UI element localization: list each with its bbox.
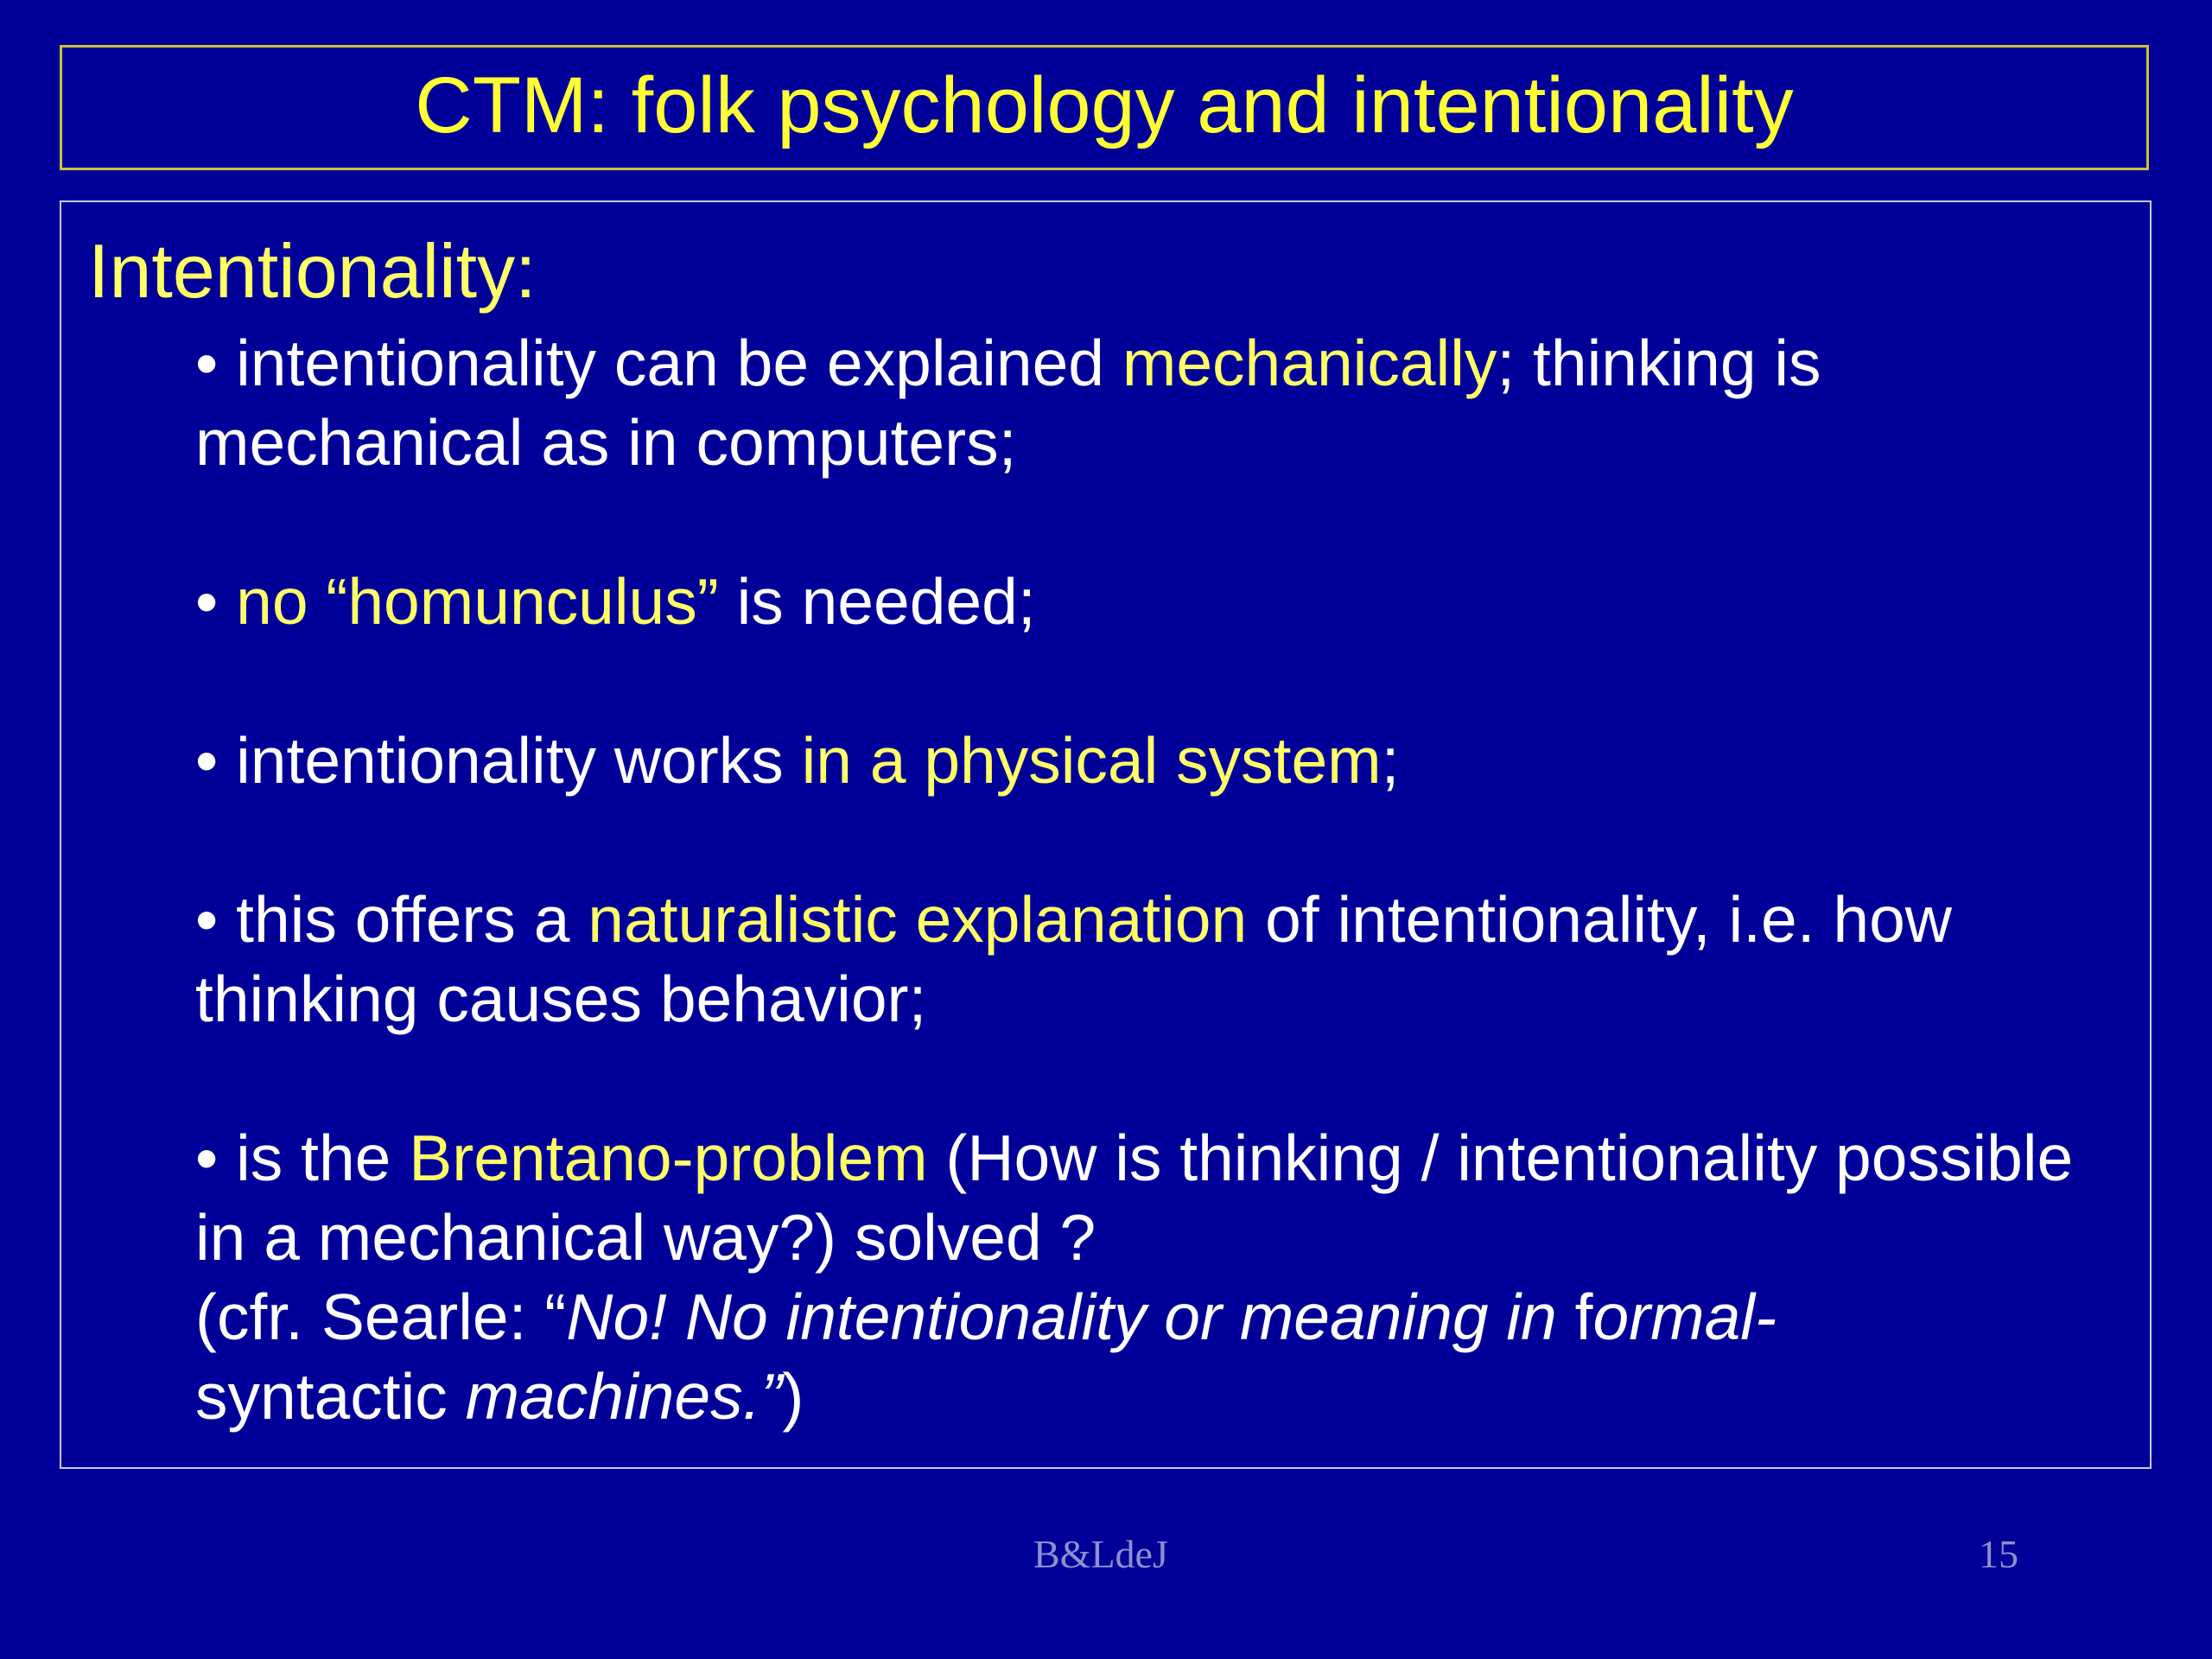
bullet-marker: • — [195, 1122, 237, 1194]
bullet-text: (How is thinking / intentionality possible in a mechanical way?) solved ? — [195, 1122, 2074, 1274]
bullet-item-naturalistic — [195, 880, 2131, 1039]
bullet-text: is needed; — [718, 565, 1036, 638]
bullet-item-mechanical — [195, 323, 2131, 482]
bullet-marker: • — [195, 565, 237, 638]
quote-italic: machines.” — [465, 1360, 783, 1433]
bullet-text: this offers a — [236, 883, 588, 956]
bullet-item-brentano — [195, 1118, 2131, 1436]
bullet-marker: • — [195, 883, 237, 956]
highlight-text: no “homunculus” — [236, 565, 719, 638]
section-heading: Intentionality: — [88, 228, 537, 314]
page-number: 15 — [1979, 1532, 2018, 1576]
highlight-text: naturalistic explanation — [588, 883, 1248, 956]
highlight-text: in a physical system — [801, 724, 1382, 797]
bullet-text: is the — [236, 1122, 410, 1194]
quote-text: syntactic — [195, 1360, 466, 1433]
bullet-text: of intentionality, i.e. how thinking causes behavior; — [195, 883, 1952, 1035]
bullet-item-physical-system — [195, 721, 2131, 800]
bullet-text: intentionality works — [236, 724, 802, 797]
quote-text: f — [1574, 1281, 1593, 1353]
bullet-text: ; thinking is mechanical as in computers; — [195, 327, 1821, 479]
quote-italic: ormal- — [1592, 1281, 1777, 1353]
content-box — [60, 200, 2152, 1469]
bullet-text: ; — [1381, 724, 1400, 797]
highlight-text: mechanically — [1122, 327, 1497, 399]
highlight-text: Brentano-problem — [409, 1122, 928, 1194]
bullet-item-homunculus — [195, 562, 2131, 641]
bullet-marker: • — [195, 724, 237, 797]
bullet-text: intentionality can be explained — [236, 327, 1122, 399]
bullet-list — [195, 323, 2131, 1436]
quote-text: (cfr. Searle: “ — [195, 1281, 567, 1353]
title-box — [60, 45, 2149, 170]
quote-italic: No! No intentionality or meaning in — [566, 1281, 1575, 1353]
quote-text: ) — [782, 1360, 804, 1433]
slide-title: CTM: folk psychology and intentionality — [415, 60, 1794, 149]
footer-author: B&LdeJ — [1033, 1532, 1168, 1576]
bullet-marker: • — [195, 327, 237, 399]
